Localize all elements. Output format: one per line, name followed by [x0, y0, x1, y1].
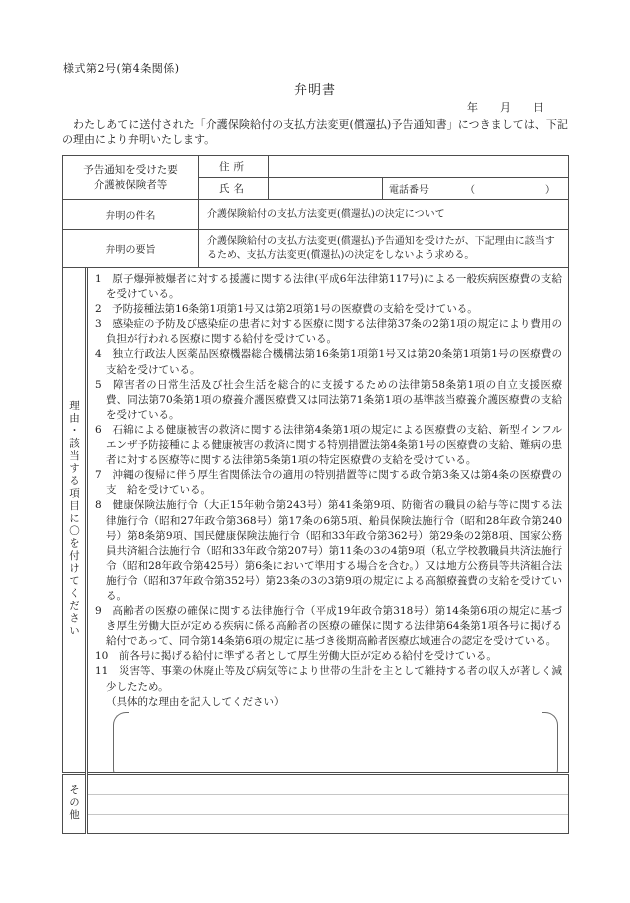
subject-value: 介護保険給付の支払方法変更(償還払)の決定について [199, 200, 569, 230]
other-writing-line[interactable] [88, 775, 568, 795]
reason-item-5[interactable]: 5 障害者の日常生活及び社会生活を総合的に支援するための法律第58条第1項の自立支援医療費、同法第70条第1項の療養介護医療費又は同法第71条第1項の基準該当療養介護医療費の支給を受けている。 [95, 378, 562, 421]
reason-item-2[interactable]: 2 予防接種法第16条第1項第1号又は第2項第1号の医療費の支給を受けている。 [95, 303, 478, 316]
other-label-cell [63, 774, 87, 834]
phone-parens[interactable]: （ ） [465, 185, 561, 196]
other-label: その他 [68, 783, 80, 822]
recipient-label-line2: 介護被保険者等 [93, 178, 168, 191]
reason-item-3[interactable]: 3 感染症の予防及び感染症の患者に対する医療に関する法律第37条の2第1項の規定により費用の負担が行われる医療に関する給付を受けている。 [95, 318, 562, 346]
page-title: 弁明書 [293, 83, 336, 98]
recipient-label [63, 156, 199, 200]
reason-table [62, 267, 569, 834]
reason-side-label: 理由・該当する項目に〇を付けてください [68, 399, 80, 638]
address-field[interactable] [269, 156, 569, 178]
detail-reason-entry-box[interactable] [113, 712, 558, 772]
reason-side-label-cell [63, 268, 87, 774]
name-label: 氏名 [199, 178, 269, 200]
detail-reason-prompt: （具体的な理由を記入してください） [106, 695, 285, 708]
other-writing-line[interactable] [88, 795, 568, 815]
address-label: 住所 [199, 156, 269, 178]
phone-label: 電話番号 [389, 185, 429, 196]
phone-field[interactable] [383, 178, 569, 200]
applicant-info-table [62, 155, 569, 268]
reason-item-10[interactable]: 10 前各号に掲げる給付に準ずる者として厚生労働大臣が定める給付を受けている。 [95, 650, 497, 663]
subject-label: 弁明の件名 [63, 200, 199, 230]
intro-paragraph: わたしあてに送付された「介護保険給付の支払方法変更(償還払)予告通知書」につきましては、下記の理由により弁明いたします。 [62, 118, 568, 146]
large-parenthesis-right-icon [542, 712, 558, 772]
form-number: 様式第2号(第4条関係) [63, 62, 180, 75]
reason-item-4[interactable]: 4 独立行政法人医薬品医療機器総合機構法第16条第1項第1号又は第20条第1項第1号の医療費の支給を受けている。 [95, 348, 562, 376]
reason-item-8[interactable]: 8 健康保険法施行令（大正15年勅令第243号）第41条第9項、防衛省の職員の給与等に関する法律施行令（昭和27年政令第368号）第17条の6第5項、船員保険法施行令（昭和28年政令第240号）第8条第9項、国民健康保険法施行令（昭和33年政令第362号）第29条の2第8項、国家公務員共済組合法施行令（昭和33年政令第207号）第11条の3の4第9項（私立学校教職員共済法施行令（昭和28年政令第425号）第6条において準用する場合を含む。）又は地方公務員等共済組合法施行令（昭和37年政令第352号）第23条の3の3第9項の規定による高額療養費の支給を受けている。 [95, 499, 562, 602]
date-fill-in[interactable]: 年 月 日 [467, 101, 544, 114]
recipient-label-line1: 予告通知を受けた要 [83, 163, 178, 176]
reason-item-6[interactable]: 6 石綿による健康被害の救済に関する法律第4条第1項の規定による医療費の支給、新型インフルエンザ予防接種による健康被害の救済に関する特別措置法第4条第1号の医療費の支給、難病の患者に対する医療等に関する法律第5条第1項の特定医療費の支給を受けている。 [95, 423, 562, 467]
reason-items-list [88, 268, 568, 772]
summary-label: 弁明の要旨 [63, 230, 199, 268]
reason-item-1[interactable]: 1 原子爆弾被爆者に対する援護に関する法律(平成6年法律第117号)による一般疾病医療費の支給を受けている。 [95, 273, 562, 301]
large-parenthesis-left-icon [113, 712, 129, 772]
reason-item-11[interactable]: 11 災害等、事業の休廃止等及び病気等により世帯の生計を主として維持する者の収入が著しく減少したため。 [95, 665, 562, 693]
reason-item-7[interactable]: 7 沖縄の復帰に伴う厚生省関係法令の適用の特別措置等に関する政令第3条又は第4条の医療費の支 給を受けている。 [95, 469, 562, 497]
other-entry-area[interactable] [87, 774, 569, 834]
reason-item-9[interactable]: 9 高齢者の医療の確保に関する法律施行令（平成19年政令第318号）第14条第6項の規定に基づき厚生労働大臣が定める疾病に係る高齢者の医療の確保に関する法律第64条第1項各号に掲げる給付であって、同令第14条第6項の規定に基づき後期高齢者医療広域連合の認定を受けている。 [95, 605, 562, 648]
other-writing-line[interactable] [88, 815, 568, 833]
summary-value: 介護保険給付の支払方法変更(償還払)予告通知を受けたが、下記理由に該当するため、支払方法変更(償還払)の決定をしないよう求める。 [199, 230, 569, 268]
name-field[interactable] [269, 178, 383, 200]
reason-items-cell [87, 268, 569, 774]
